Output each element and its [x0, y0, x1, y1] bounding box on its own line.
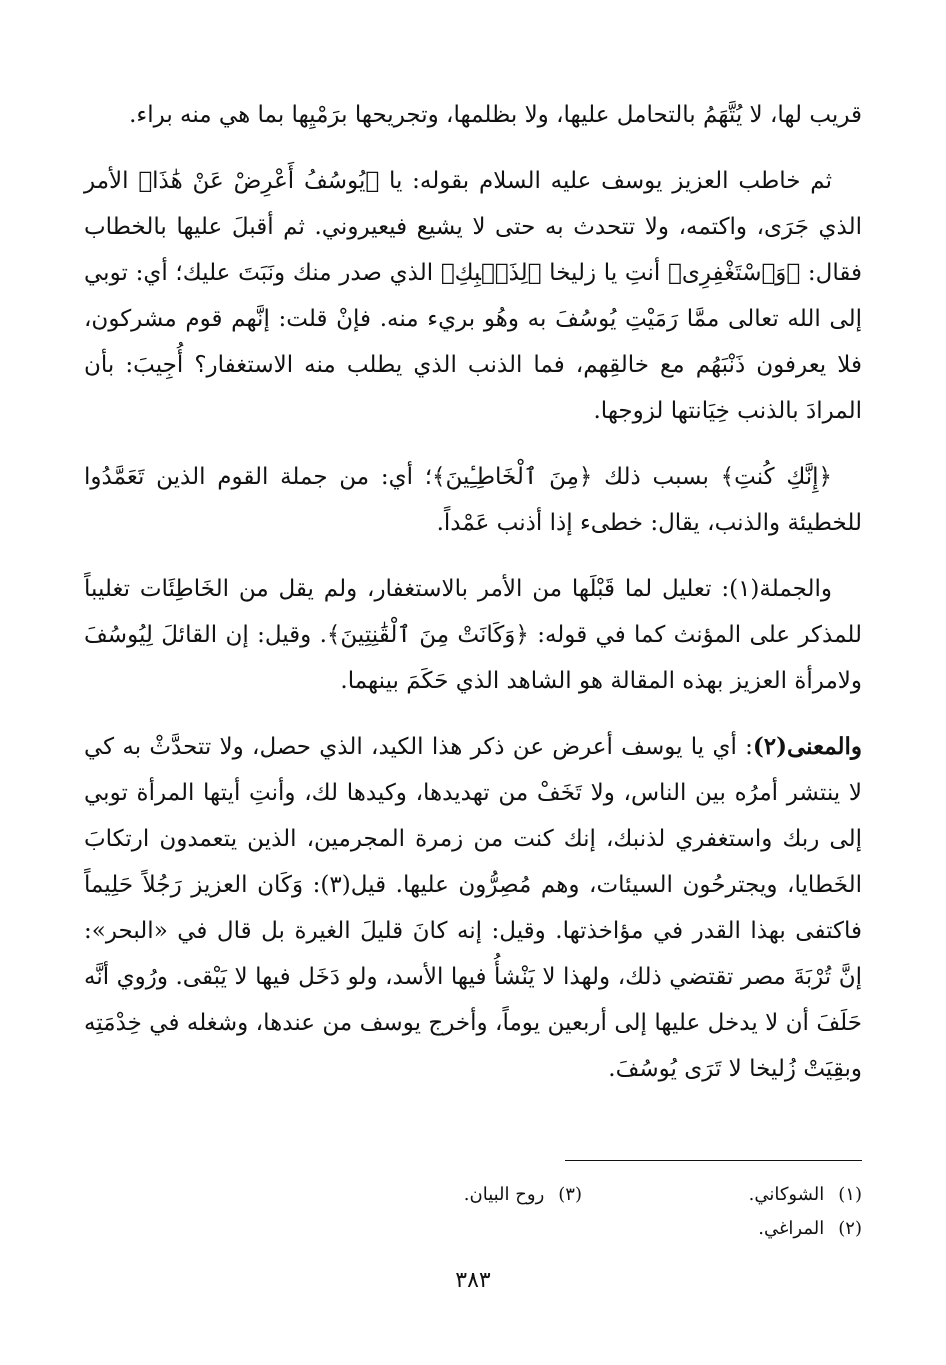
page-number: ٣٨٣: [455, 1268, 491, 1293]
footnote-number: (٣): [558, 1184, 582, 1205]
paragraph-text: ثم خاطب العزيز يوسف عليه السلام بقوله: يا ﴿يُوسُفُ أَعْرِضْ عَنْ هَٰذَا﴾ الأمر الذي جَرَى، واكتمه، ولا تتحدث به حتى لا يشيع فيعيروني. ثم أقبلَ عليها بالخطاب فقال: ﴿وَٱسْتَغْفِرِى﴾ أنتِ يا زليخا ﴿لِذَنۢبِكِ﴾ الذي صدر منك ونَبَتَ عليك؛ أي: توبي إلى الله تعالى ممَّا رَمَيْتِ يُوسُفَ به وهُو بريء منه. فإنْ قلت: إنَّهم قوم مشركون، فلا يعرفون ذَنْبَهُم مع خالقِهم، فما الذنب الذي يطلب منه الاستغفار؟ أُجِيبَ: بأن المرادَ بالذنب خِيَانتها لزوجها.: [84, 168, 862, 424]
footnote-text: الشوكاني.: [748, 1184, 825, 1205]
paragraph-text: والجملة(١): تعليل لما قَبْلَها من الأمر بالاستغفار، ولم يقل من الخَاطِئَات تغليباً للمذكر على المؤنث كما في قوله: ﴿وَكَانَتْ مِنَ ٱلْقَٰنِتِينَ﴾. وقيل: إن القائلَ لِيُوسُفَ ولامرأة العزيز بهذه المقالة هو الشاهد الذي حَكَمَ بينهما.: [84, 576, 862, 694]
paragraph-5: [84, 724, 862, 1092]
paragraph-text: قريب لها، لا يُتَّهَمُ بالتحامل عليها، ولا بظلمها، وتجريحها برَمْيِها بما هي منه براء.: [129, 102, 862, 128]
footnote-2: [582, 1212, 862, 1246]
paragraph-lead: والمعنى(٢): [752, 733, 862, 760]
footnote-3: [302, 1178, 582, 1212]
footnote-text: روح البيان.: [463, 1184, 545, 1205]
paragraph-1: [84, 92, 862, 138]
footnote-row: [302, 1212, 862, 1246]
page-body: [84, 92, 862, 1112]
footnote-divider: [565, 1160, 862, 1161]
paragraph-text: : أي يا يوسف أعرض عن ذكر هذا الكيد، الذي حصل، ولا تتحدَّثْ به كي لا ينتشر أمرُه بين الناس، ولا تَخَفْ من تهديدها، وكيدها لك، وأنتِ أيتها المرأة توبي إلى ربك واستغفري لذنبك، إنك كنت من زمرة المجرمين، الذين يتعمدون ارتكابَ الخَطايا، ويجترحُون السيئات، وهم مُصِرُّون عليها. قيل(٣): وَكَان العزيز رَجُلاً حَلِيماً فاكتفى بهذا القدر في مؤاخذتها. وقيل: إنه كانَ قليلَ الغيرة بل قال في «البحر»: إنَّ تُرْبَةَ مصر تقتضي ذلك، ولهذا لا يَنْشأُ فيها الأسد، ولو دَخَل فيها لا يَبْقى. ورُوي أنَّه حَلَفَ أن لا يدخل عليها إلى أربعين يوماً، وأخرج يوسف من عندها، وشغله في خِدْمَتِه وبقِيَتْ زُليخا لا تَرَى يُوسُفَ.: [84, 734, 862, 1082]
paragraph-4: [84, 566, 862, 704]
footnote-number: (٢): [838, 1218, 862, 1239]
paragraph-3: [84, 454, 862, 546]
paragraph-2: [84, 158, 862, 434]
footnote-row: [302, 1178, 862, 1212]
paragraph-text: ﴿إِنَّكِ كُنتِ﴾ بسبب ذلك ﴿مِنَ ٱلْخَاطِـِٔينَ﴾؛ أي: من جملة القوم الذين تَعَمَّدُوا للخطيئة والذنب، يقال: خطىء إذا أذنب عَمْداً.: [84, 464, 862, 536]
footnote-number: (١): [838, 1184, 862, 1205]
footnote-text: المراغي.: [758, 1218, 825, 1239]
footnotes: [302, 1178, 862, 1246]
footnote-1: [582, 1178, 862, 1212]
